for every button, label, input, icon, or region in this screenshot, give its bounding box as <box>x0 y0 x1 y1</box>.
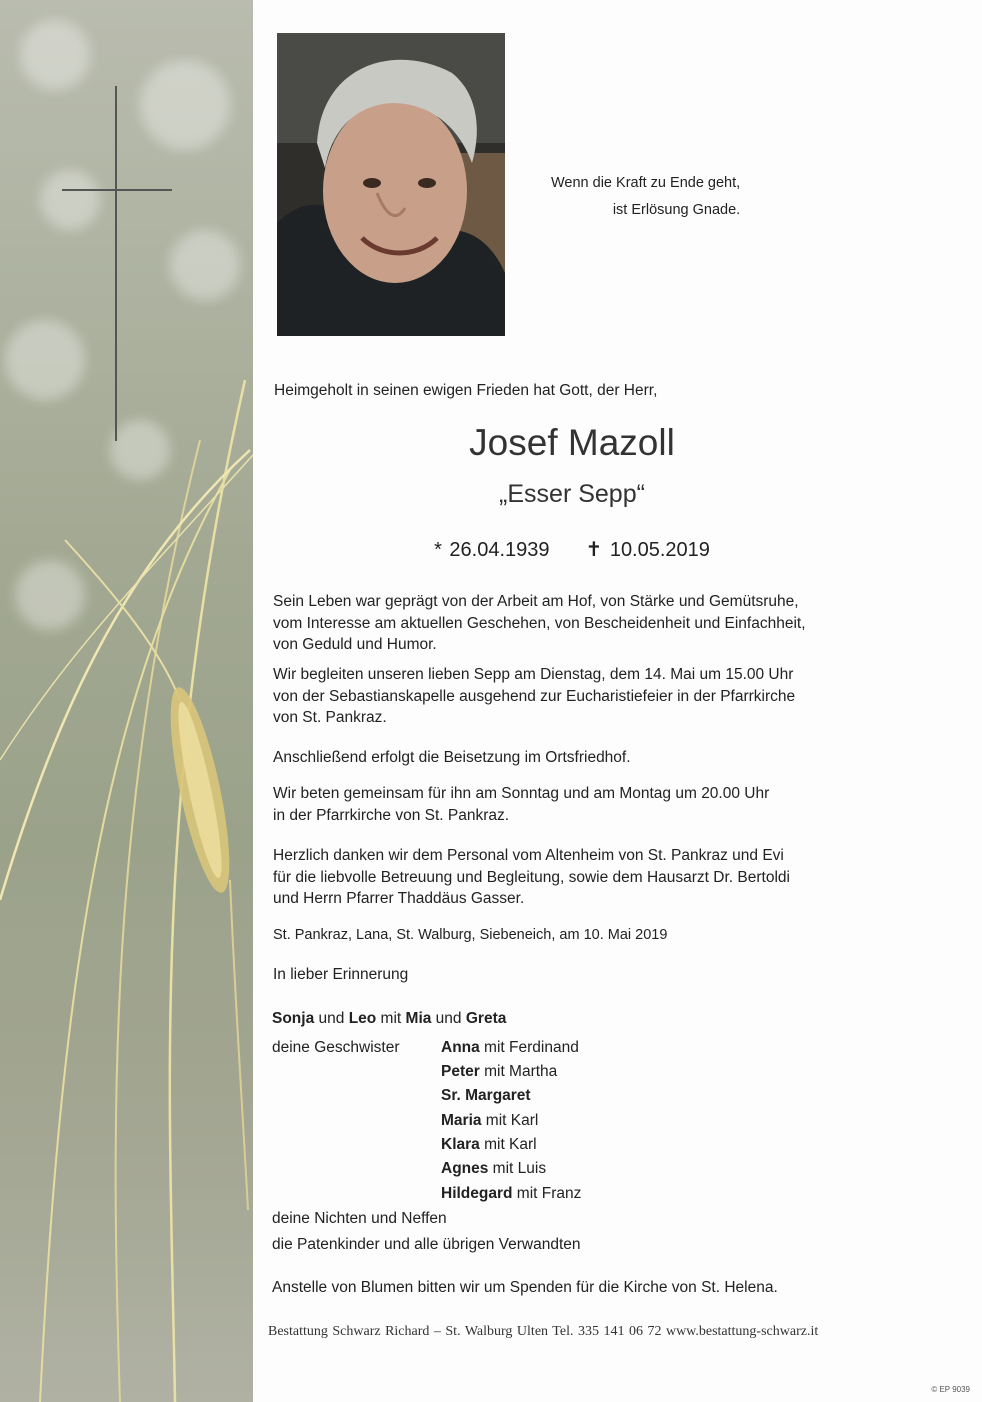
text-line: in der Pfarrkirche von St. Pankraz. <box>273 806 510 824</box>
sibling-name: Agnes <box>441 1160 489 1177</box>
connector: und <box>314 1010 349 1027</box>
quote-line: Wenn die Kraft zu Ende geht, <box>551 175 741 191</box>
deceased-name: Josef Mazoll <box>469 422 675 463</box>
sibling-entry <box>441 1160 546 1178</box>
memory-line <box>273 964 913 986</box>
text-line: Wir beten gemeinsam für ihn am Sonntag und am Montag um 20.00 Uhr <box>273 785 770 802</box>
family-name: Leo <box>348 1010 377 1027</box>
intro-text: Heimgeholt in seinen ewigen Frieden hat Gott, der Herr, <box>274 382 658 399</box>
paragraph-funeral <box>273 664 913 729</box>
sibling-entry <box>441 1185 581 1203</box>
birth-date: * 26.04.1939 <box>434 539 550 561</box>
death-date: ✝ 10.05.2019 <box>585 539 710 561</box>
paragraph-thanks <box>273 845 913 910</box>
sibling-name: Peter <box>441 1063 480 1080</box>
life-dates <box>274 537 870 562</box>
family-first-line <box>272 1010 506 1028</box>
quote-line: ist Erlösung Gnade. <box>612 202 741 218</box>
connector: mit <box>376 1010 406 1027</box>
text-line: vom Interesse am aktuellen Geschehen, von Bescheidenheit und Einfachheit, <box>273 614 806 632</box>
sibling-partner: mit Luis <box>488 1160 547 1177</box>
sibling-partner: mit Franz <box>512 1185 582 1202</box>
place-and-date <box>273 925 913 947</box>
funeral-home-footer: Bestattung Schwarz Richard – St. Walburg Ulten Tel. 335 141 06 72 www.bestattung-schwarz.it <box>268 1324 819 1339</box>
donation-note: Anstelle von Blumen bitten wir um Spenden für die Kirche von St. Helena. <box>272 1279 778 1296</box>
paragraph-burial <box>273 747 913 769</box>
text-line: von Geduld und Humor. <box>273 636 437 653</box>
quote <box>551 170 740 224</box>
family-name: Mia <box>405 1010 432 1027</box>
nickname: „Esser Sepp“ <box>499 480 645 508</box>
text-line: Wir begleiten unseren lieben Sepp am Dienstag, dem 14. Mai um 15.00 Uhr <box>273 666 794 683</box>
decorative-wheat-panel <box>0 0 253 1402</box>
text-line: für die liebvolle Betreuung und Begleitung, sowie dem Hausarzt Dr. Bertoldi <box>273 868 790 886</box>
sibling-partner: mit Karl <box>479 1136 537 1153</box>
sibling-entry <box>441 1039 579 1057</box>
text-line: von der Sebastianskapelle ausgehend zur Eucharistiefeier in der Pfarrkirche <box>273 687 796 705</box>
sibling-name: Anna <box>441 1039 480 1056</box>
sibling-name: Klara <box>441 1136 480 1153</box>
text-line: In lieber Erinnerung <box>273 966 409 983</box>
sibling-partner: mit Martha <box>479 1063 558 1080</box>
family-name: Sonja <box>272 1010 315 1027</box>
nieces-line: deine Nichten und Neffen <box>272 1210 447 1227</box>
paragraph-life <box>273 591 913 656</box>
text-line: und Herrn Pfarrer Thaddäus Gasser. <box>273 890 525 907</box>
sibling-entry <box>441 1063 557 1081</box>
portrait-photo <box>277 33 505 336</box>
sibling-name: Sr. Margaret <box>441 1087 531 1104</box>
text-line: Sein Leben war geprägt von der Arbeit am Hof, von Stärke und Gemütsruhe, <box>273 593 799 610</box>
text-line: Anschließend erfolgt die Beisetzung im Ortsfriedhof. <box>273 749 631 766</box>
text-line: Herzlich danken wir dem Personal vom Altenheim von St. Pankraz und Evi <box>273 847 784 864</box>
connector: und <box>431 1010 466 1027</box>
sibling-name: Hildegard <box>441 1185 513 1202</box>
paragraph-prayer <box>273 783 913 826</box>
godchildren-line: die Patenkinder und alle übrigen Verwandten <box>272 1236 581 1253</box>
family-name: Greta <box>465 1010 507 1027</box>
siblings-label: deine Geschwister <box>272 1039 400 1056</box>
document-code: © EP 9039 <box>931 1385 970 1394</box>
text-line: St. Pankraz, Lana, St. Walburg, Siebeneich, am 10. Mai 2019 <box>273 927 668 943</box>
sibling-entry <box>441 1087 531 1105</box>
text-line: von St. Pankraz. <box>273 709 387 726</box>
sibling-name: Maria <box>441 1112 482 1129</box>
cross-icon <box>62 86 172 441</box>
sibling-partner: mit Ferdinand <box>479 1039 579 1056</box>
sibling-entry <box>441 1112 538 1130</box>
sibling-partner: mit Karl <box>481 1112 539 1129</box>
sibling-entry <box>441 1136 537 1154</box>
